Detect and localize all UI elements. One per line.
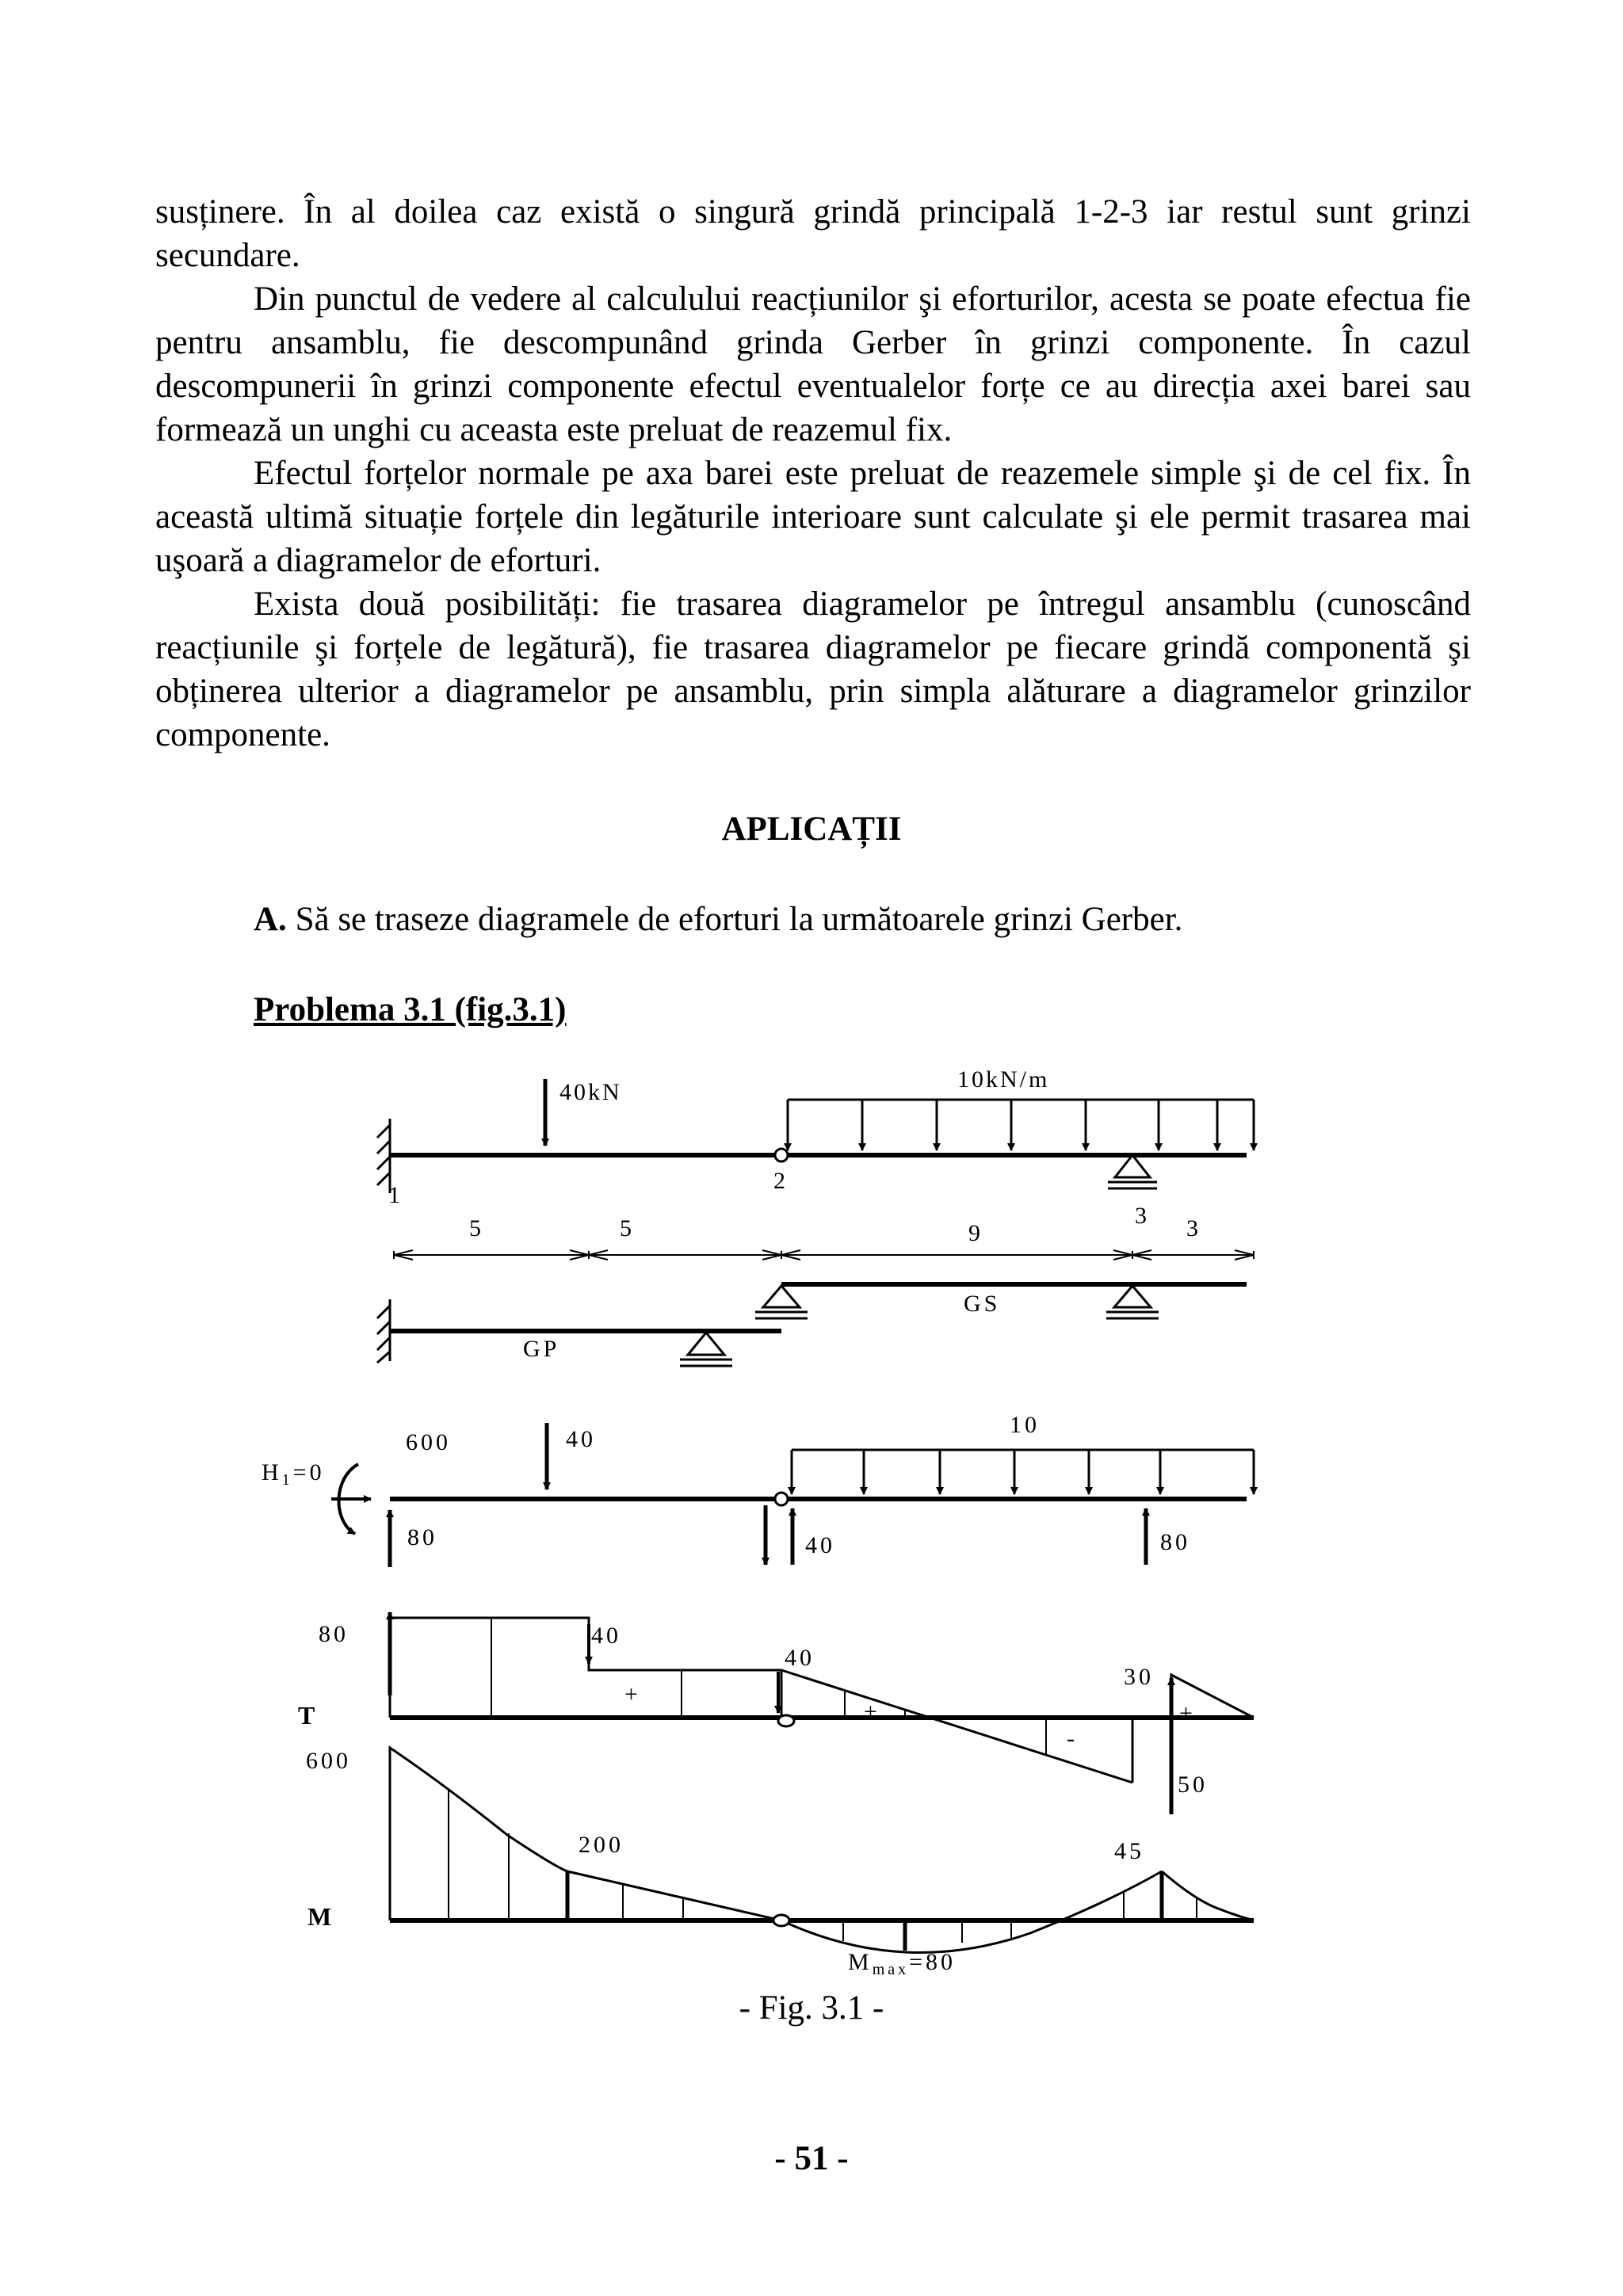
shear-hatching-gp — [491, 1618, 682, 1718]
shear-sign-2: + — [864, 1699, 880, 1725]
free-body-diagram — [331, 1423, 1254, 1567]
fbd-distributed-label: 10 — [1010, 1412, 1040, 1438]
dimension-2: 5 — [620, 1215, 632, 1241]
gp-roller — [680, 1333, 732, 1366]
moment-value-600: 600 — [306, 1748, 351, 1774]
point-load-label: 40kN — [559, 1079, 622, 1105]
moment-hatching-gp — [449, 1789, 683, 1920]
h-reaction-label: $H_1=0$ — [262, 1459, 325, 1489]
shear-value-40b: 40 — [785, 1645, 815, 1671]
figure-caption: - Fig. 3.1 - — [739, 1989, 884, 2027]
fbd-distributed-load — [792, 1450, 1254, 1494]
moment-curve-gs — [781, 1871, 1162, 1953]
shear-value-40a: 40 — [591, 1623, 621, 1649]
distributed-load — [788, 1100, 1254, 1150]
gs-roller-right — [1106, 1286, 1159, 1318]
dimension-3: 9 — [968, 1220, 980, 1246]
fbd-hinge — [775, 1493, 788, 1505]
shear-sign-4: + — [1179, 1700, 1196, 1726]
dimension-4: 3 — [1186, 1215, 1198, 1241]
problem-title: Problema 3.1 (fig.3.1) — [254, 991, 567, 1028]
distributed-load-label: 10kN/m — [957, 1066, 1050, 1093]
node-1-label: 1 — [388, 1182, 403, 1208]
shear-value-80: 80 — [319, 1621, 349, 1647]
shear-value-30: 30 — [1124, 1664, 1154, 1690]
fbd-moment-label: 600 — [406, 1429, 451, 1455]
shear-diagram-label: T — [298, 1701, 315, 1730]
roller-support-3 — [1108, 1155, 1157, 1188]
decomposition-scheme — [377, 1284, 1247, 1366]
shear-value-50: 50 — [1178, 1772, 1208, 1798]
reaction-1-label: 80 — [407, 1524, 437, 1550]
paragraph-1: susținere. În al doilea caz există o singură grindă principală 1-2-3 iar restul sunt grinzi secundare. — [155, 193, 1471, 274]
hinge-force-label: 40 — [805, 1532, 835, 1558]
gp-fixed-support — [377, 1299, 390, 1363]
moment-diagram-label: M — [307, 1902, 332, 1931]
shear-diagram — [390, 1612, 1254, 1814]
gs-roller-left — [755, 1286, 808, 1318]
dimension-line — [394, 1250, 1254, 1260]
node-3-label: 3 — [1135, 1203, 1149, 1229]
hinge-2 — [775, 1149, 788, 1161]
moment-max-label: $M_{max}=80$ — [848, 1949, 957, 1978]
section-heading: APLICAȚII — [721, 810, 902, 848]
node-2-label: 2 — [773, 1168, 788, 1194]
main-beam-label: GP — [523, 1336, 560, 1362]
secondary-beam-label: GS — [964, 1291, 1001, 1317]
shear-sign-3: - — [1067, 1726, 1078, 1752]
page-number: - 51 - — [774, 2140, 849, 2177]
reaction-3-label: 80 — [1160, 1529, 1190, 1555]
task-letter: A. — [254, 901, 287, 938]
moment-hinge-mark — [773, 1915, 789, 1926]
dimension-1: 5 — [469, 1215, 481, 1241]
paragraph-4: Exista două posibilități: fie trasarea diagramelor pe întregul ansamblu (cunoscând reacțiunile şi forțele de legătură), fie trasarea diagramelor pe fiecare grindă componentă şi obținerea ulterior a diagramelor pe ansamblu, prin simpla alăturare a diagramelor grinzilor componente. — [155, 585, 1471, 753]
moment-value-45: 45 — [1114, 1838, 1144, 1864]
paragraph-3: Efectul forțelor normale pe axa barei este preluat de reazemele simple şi de cel fix. În această ultimă situație forțele din legăturile interioare sunt calculate şi ele permit trasarea mai uşoară a diagramelor de eforturi. — [155, 455, 1471, 579]
shear-outline-gp — [390, 1618, 781, 1718]
fbd-point-load-label: 40 — [566, 1426, 596, 1452]
shear-hinge-mark — [778, 1715, 794, 1726]
task-text: Să se traseze diagramele de eforturi la următoarele grinzi Gerber. — [286, 901, 1183, 938]
paragraph-2: Din punctul de vedere al calculului reacțiunilor şi eforturilor, acesta se poate efectua fie pentru ansamblu, fie descompunând grinda Gerber în grinzi componente. În cazul descompunerii în grinzi componente efectul eventualelor forțe ce au direcția axei barei sau formează un unghi cu aceasta este preluat de reazemul fix. — [155, 280, 1471, 448]
beam-scheme — [377, 1079, 1254, 1193]
shear-gs-slope — [781, 1670, 1132, 1783]
shear-sign-1: + — [624, 1681, 641, 1707]
moment-curve-cantilever — [1162, 1871, 1254, 1920]
moment-value-200: 200 — [579, 1832, 624, 1858]
